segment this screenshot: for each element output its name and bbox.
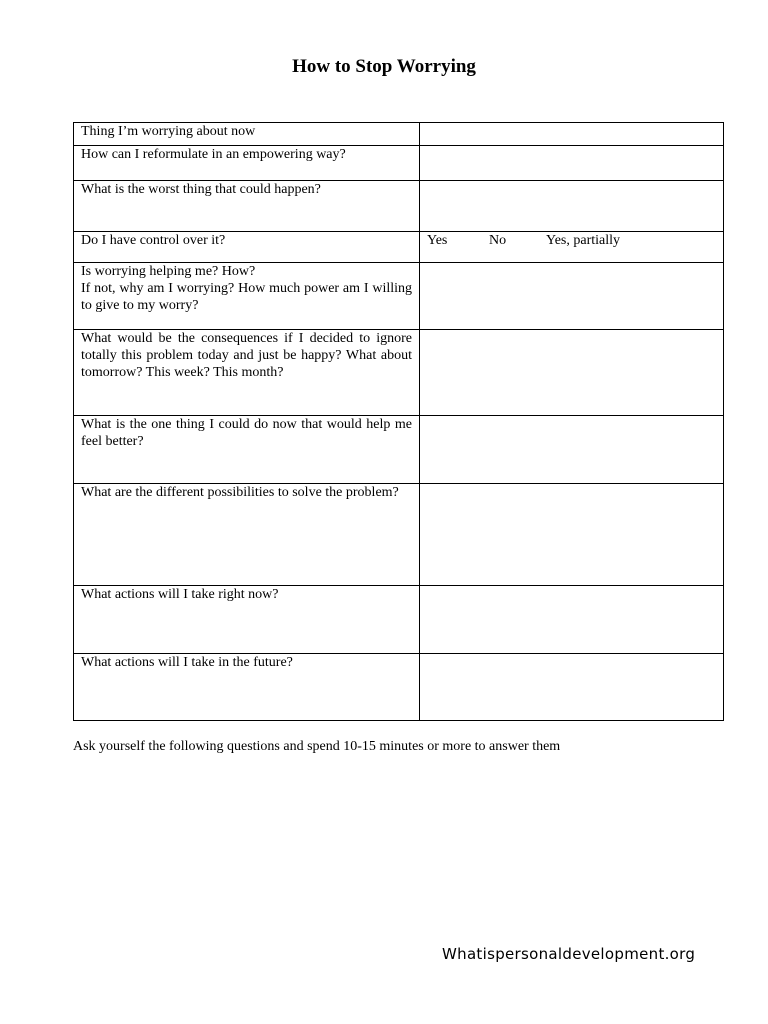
choice-no[interactable]: No xyxy=(489,233,507,248)
table-row xyxy=(74,654,724,721)
table-row xyxy=(74,123,724,146)
question-cell: What is the worst thing that could happen? xyxy=(74,181,420,232)
question-cell: Do I have control over it? xyxy=(74,232,420,263)
table-row xyxy=(74,586,724,654)
question-line: If not, why am I worrying? How much power am I willing to give to my worry? xyxy=(81,281,412,313)
answer-field[interactable] xyxy=(420,330,724,416)
question-cell: Thing I’m worrying about now xyxy=(74,123,420,146)
page-title: How to Stop Worrying xyxy=(292,56,476,77)
footer-website: Whatispersonaldevelopment.org xyxy=(442,945,696,963)
table-row xyxy=(74,330,724,416)
answer-field[interactable] xyxy=(420,263,724,330)
question-cell: What would be the consequences if I decided to ignore totally this problem today and just be happy? What about tomorrow? This week? This month? xyxy=(74,330,420,416)
question-cell: What is the one thing I could do now that would help me feel better? xyxy=(74,416,420,484)
question-cell: What are the different possibilities to solve the problem? xyxy=(74,484,420,586)
question-cell: How can I reformulate in an empowering way? xyxy=(74,146,420,181)
choice-yes[interactable]: Yes xyxy=(427,233,448,248)
question-cell: What actions will I take right now? xyxy=(74,586,420,654)
answer-field[interactable] xyxy=(420,586,724,654)
table-row xyxy=(74,263,724,330)
table-row xyxy=(74,181,724,232)
table-row xyxy=(74,416,724,484)
question-cell xyxy=(74,263,420,330)
question-cell: What actions will I take in the future? xyxy=(74,654,420,721)
question-line: Is worrying helping me? How? xyxy=(81,264,256,279)
answer-field[interactable] xyxy=(420,484,724,586)
control-choices-cell xyxy=(420,232,724,263)
answer-field[interactable] xyxy=(420,416,724,484)
table-row xyxy=(74,232,724,263)
answer-field[interactable] xyxy=(420,123,724,146)
answer-field[interactable] xyxy=(420,181,724,232)
control-choices xyxy=(427,232,716,249)
worksheet-table xyxy=(73,122,724,721)
choice-yes-partially[interactable]: Yes, partially xyxy=(546,233,621,248)
answer-field[interactable] xyxy=(420,146,724,181)
instruction-text: Ask yourself the following questions and spend 10-15 minutes or more to answer them xyxy=(73,739,561,754)
table-row xyxy=(74,484,724,586)
answer-field[interactable] xyxy=(420,654,724,721)
table-row xyxy=(74,146,724,181)
